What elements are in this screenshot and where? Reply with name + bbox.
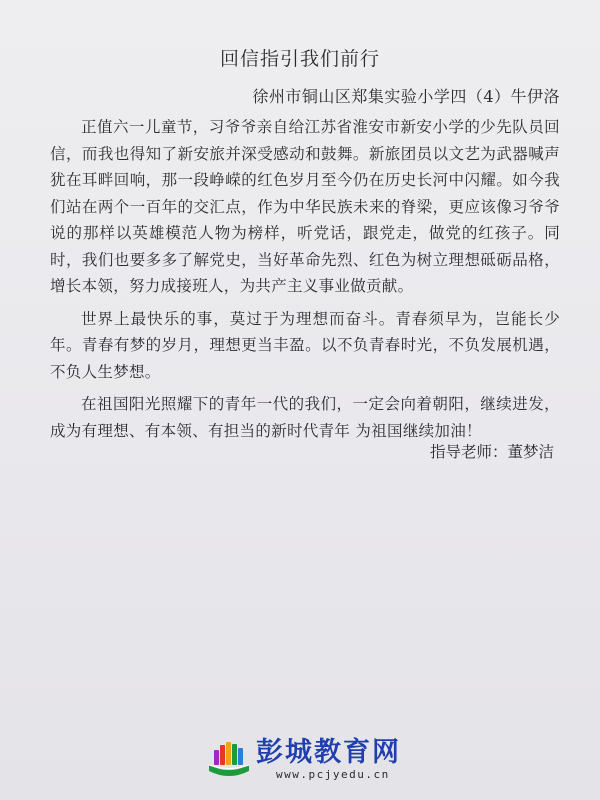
document-title: 回信指引我们前行 — [219, 48, 380, 70]
body-paragraph: 正值六一儿童节，习爷爷亲自给江苏省淮安市新安小学的少先队员回信，而我也得知了新安旅并深受感动和鼓舞。新旅团员以文艺为武器喊声犹在耳畔回响，那一段峥嵘的红色岁月至今仍在历史长河中闪耀。如今我们站在两个一百年的交汇点，作为中华民族未来的脊梁，更应该像习爷爷说的那样以英雄模范人物为榜样，听党话，跟党走，做党的红孩子。同时，我们也要多多了解党史，当好革命先烈、红色为树立理想砥砺品格，增长本领，努力成接班人，为共产主义事业做贡献。 — [50, 118, 560, 295]
author-line: 徐州市铜山区郑集实验小学四（4）牛伊洛 — [252, 87, 560, 106]
body-paragraph: 世界上最快乐的事，莫过于为理想而奋斗。青春须早为，岂能长少年。青春有梦的岁月，理想更当丰盈。以不负青春时光，不负发展机遇，不负人生梦想。 — [50, 309, 560, 381]
document-body — [50, 114, 560, 450]
watermark-url: www.pcjyedu.cn — [276, 768, 390, 781]
open-book-icon — [206, 739, 252, 781]
body-paragraph: 在祖国阳光照耀下的青年一代的我们，一定会向着朝阳，继续进发，成为有理想、有本领、有担当的新时代青年 为祖国继续加油！ — [50, 395, 560, 440]
watermark-site-name: 彭城教育网 — [256, 737, 401, 768]
teacher-signature-line: 指导老师：董梦洁 — [429, 443, 554, 461]
site-watermark — [206, 738, 401, 781]
